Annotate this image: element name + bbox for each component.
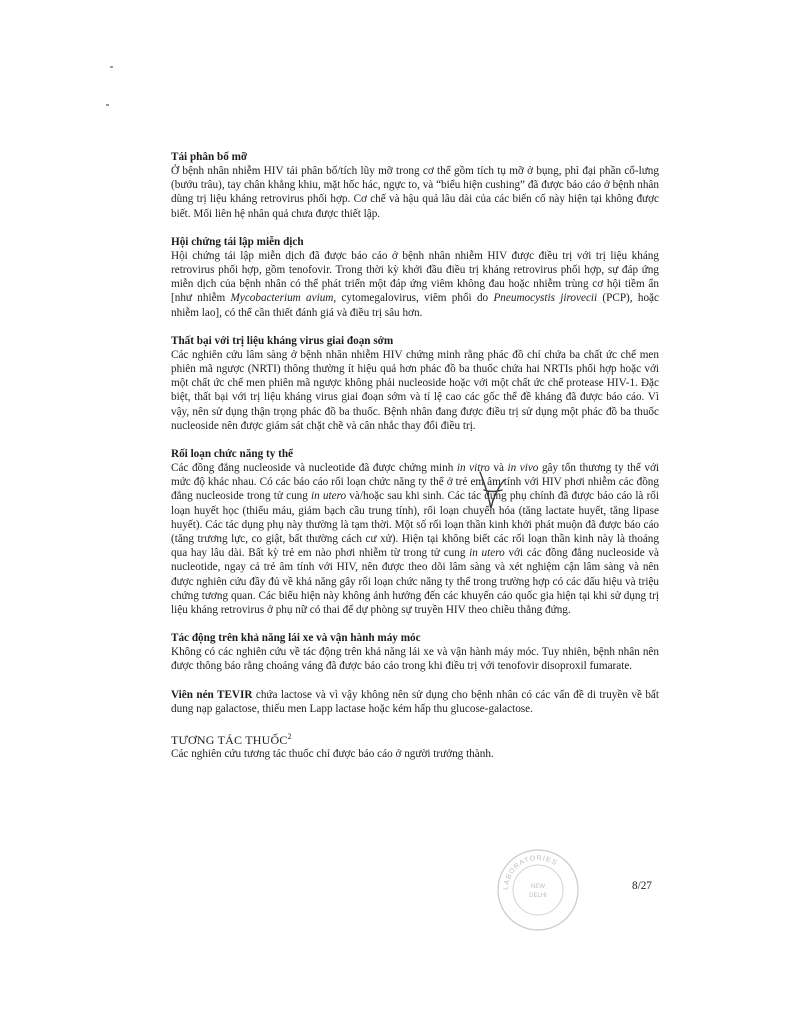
section-paragraph: Không có các nghiên cứu về tác động trên khả năng lái xe và vận hành máy móc. Tuy nhiên, bệnh nhân nên được thông báo rằng choáng váng đã được báo cáo trong khi điều trị với tenofovir disoproxil fumarate. — [171, 646, 659, 673]
section-heading: Tái phân bố mỡ — [171, 151, 248, 163]
section-heading: Hội chứng tái lập miễn dịch — [171, 235, 304, 248]
document-body — [171, 150, 659, 761]
section-paragraph: Các đồng đẳng nucleoside và nucleotide đã được chứng minh in vitro và in vivo gây tổn thương ty thể với mức độ khác nhau. Có các báo cáo rối loạn chức năng ty thể ở trẻ em âm tính với HIV phơi nhiễm các đồng đẳng nucleoside trong tử cung in utero và/hoặc sau khi sinh. Các tác dụng phụ chính đã được báo cáo là rối loạn huyết học (thiếu máu, giảm bạch cầu trung tính), rối loạn chuyển hóa (tăng lactate huyết, tăng lipase huyết). Các tác dụng phụ này thường là tạm thời. Một số rối loạn thần kinh khởi phát muộn đã được báo cáo (tăng trương lực, co giật, bất thường cách cư xử). Hiện tại không biết các rối loạn thần kinh này là thoáng qua hay lâu dài. Bất kỳ trẻ em nào phơi nhiễm từ trong tử cung in utero với các đồng đẳng nucleoside và nucleotide, ngay cả trẻ âm tính với HIV, nên được theo dõi lâm sàng và xét nghiệm cận lâm sàng và nên được nghiên cứu đầy đủ về khả năng gây rối loạn chức năng ty thể trong trường hợp có các dấu hiệu và triệu chứng tương quan. Các biểu hiện này không ảnh hưởng đến các khuyến cáo quốc gia hiện tại khi sử dụng trị liệu kháng retrovirus ở phụ nữ có thai để dự phòng sự truyền HIV theo chiều thẳng đứng. — [171, 462, 659, 617]
section-paragraph: Hội chứng tái lập miễn dịch đã được báo cáo ở bệnh nhân nhiễm HIV được điều trị với trị liệu kháng retrovirus phối hợp, gồm tenofovir. Trong thời kỳ khởi đầu điều trị kháng retrovirus phối hợp, sự đáp ứng miễn dịch của bệnh nhân có thể phát triển một đáp ứng viêm không đau hoặc nhiễm trùng cơ hội tiềm ẩn [như nhiễm Mycobacterium avium, cytomegalovirus, viêm phổi do Pneumocystis jirovecii (PCP), hoặc nhiễm lao], có thể cần thiết đánh giá và điều trị sâu hơn. — [171, 249, 659, 319]
section-heading: Rối loạn chức năng ty thể — [171, 448, 294, 461]
signature-mark — [474, 468, 508, 516]
svg-text:NEW: NEW — [531, 884, 545, 890]
section-title: TƯƠNG TÁC THUỐC$^2$ — [171, 732, 292, 748]
scan-mark — [110, 66, 113, 68]
section-paragraph: Các nghiên cứu lâm sàng ở bệnh nhân nhiễm HIV chứng minh rằng phác đồ chỉ chứa ba chất ức chế men phiên mã ngược (NRTI) thông thường ít hiệu quả hơn phác đồ ba thuốc chứa hai NRTIs phối hợp hoặc với một chất ức chế men phiên mã ngược không phải nucleoside hoặc với một chất ức chế protease HIV-1. Đặc biệt, thất bại với trị liệu kháng virus giai đoạn sớm và tỉ lệ cao các gốc thể đề kháng đã được báo cáo. Vì vậy, nên sử dụng thận trọng phác đồ ba thuốc. Bệnh nhân đang được điều trị sử dụng một phác đồ ba thuốc nucleoside nên được giám sát chặt chẽ và cân nhắc thay đổi điều trị. — [171, 348, 659, 432]
page-number: 8/27 — [632, 880, 652, 892]
svg-text:DELHI: DELHI — [529, 893, 547, 899]
section-paragraph: Các nghiên cứu tương tác thuốc chỉ được báo cáo ở người trưởng thành. — [171, 748, 494, 761]
svg-text:LABORATORIES: LABORATORIES — [502, 854, 559, 891]
product-name: Viên nén TEVIR — [171, 688, 253, 701]
company-stamp — [496, 848, 580, 932]
section-paragraph: Ở bệnh nhân nhiễm HIV tái phân bố/tích lũy mỡ trong cơ thể gồm tích tụ mỡ ở bụng, phì đại phần cổ-lưng (bướu trâu), tay chân khẳng khiu, mặt hốc hác, ngực to, và “biểu hiện cushing” đã được báo cáo ở bệnh nhân dùng trị liệu kháng retrovirus phối hợp. Cơ chế và hậu quả lâu dài của các biến cố này hiện tại không được biết. Mối liên hệ nhân quả chưa được thiết lập. — [171, 165, 659, 220]
scan-mark — [106, 104, 109, 106]
section-heading: Tác động trên khả năng lái xe và vận hành máy móc — [171, 632, 421, 645]
section-paragraph: Viên nén TEVIR chứa lactose và vì vậy không nên sử dụng cho bệnh nhân có các vấn đề di truyền về bất dung nạp galactose, thiếu men Lapp lactase hoặc kém hấp thu glucose-galactose. — [171, 688, 659, 715]
section-heading: Thất bại với trị liệu kháng virus giai đoạn sớm — [171, 334, 394, 347]
